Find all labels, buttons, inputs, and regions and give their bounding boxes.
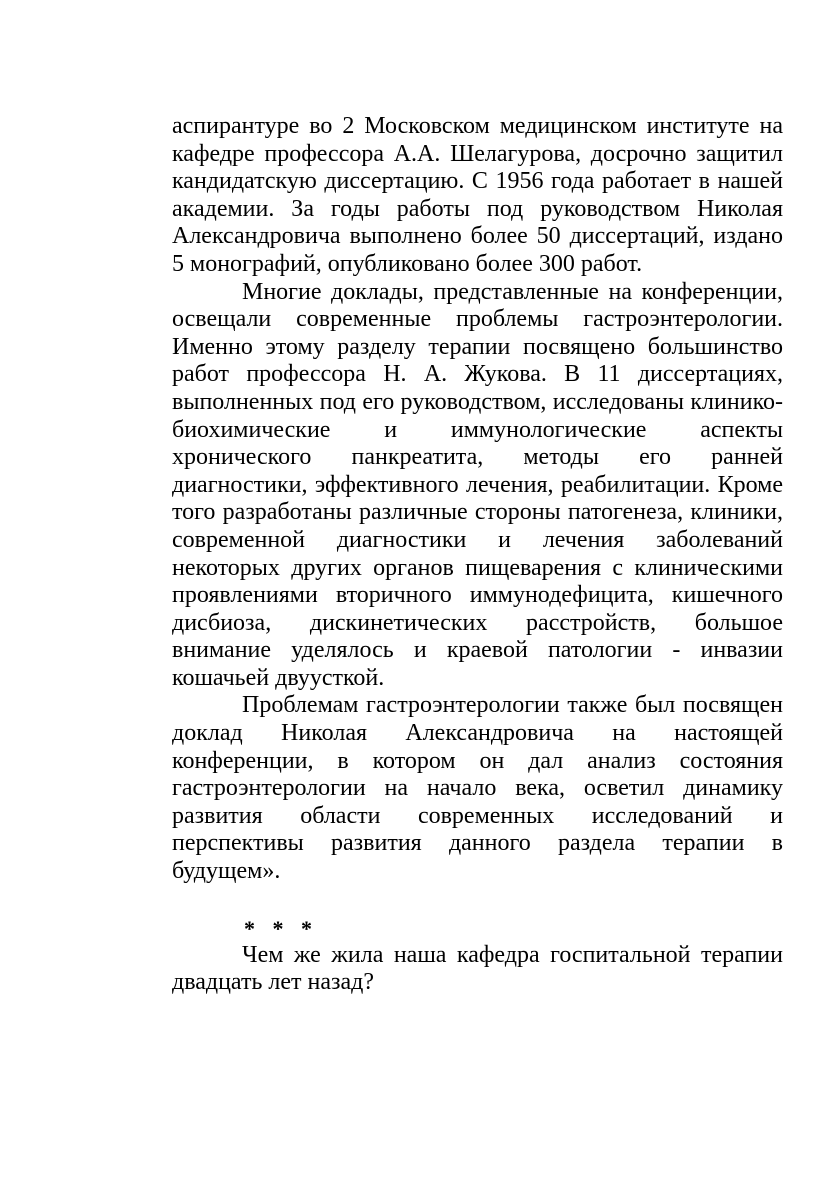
document-body	[172, 113, 783, 997]
section-separator: * * *	[244, 915, 318, 941]
paragraph-conference-reports: Многие доклады, представленные на конференции, освещали современные проблемы гастроэнтерологии. Именно этому разделу терапии посвящено большинство работ профессора Н. А. Жукова. В 11 диссертациях, выполненных под его руководством, исследованы клинико-биохимические и иммунологические аспекты хронического панкреатита, методы его ранней диагностики, эффективного лечения, реабилитации. Кроме того разработаны различные стороны патогенеза, клиники, современной диагностики и лечения заболеваний некоторых других органов пищеварения с клиническими проявлениями вторичного иммунодефицита, кишечного дисбиоза, дискинетических расстройств, большое внимание уделялось и краевой патологии - инвазии кошачьей двуусткой.	[172, 278, 783, 691]
paragraph-gastroenterology-report: Проблемам гастроэнтерологии также был посвящен доклад Николая Александровича на настоящей конференции, в котором он дал анализ состояния гастроэнтерологии на начало века, осветил динамику развития области современных исследований и перспективы развития данного раздела терапии в будущем».	[172, 692, 783, 885]
paragraph-continuation: аспирантуре во 2 Московском медицинском институте на кафедре профессора А.А. Шелагурова, досрочно защитил кандидатскую диссертацию. С 1956 года работает в нашей академии. За годы работы под руководством Николая Александровича выполнено более 50 диссертаций, издано 5 монографий, опубликовано более 300 работ.	[172, 113, 783, 277]
paragraph-closing-question: Чем же жила наша кафедра госпитальной терапии двадцать лет назад?	[172, 941, 783, 996]
